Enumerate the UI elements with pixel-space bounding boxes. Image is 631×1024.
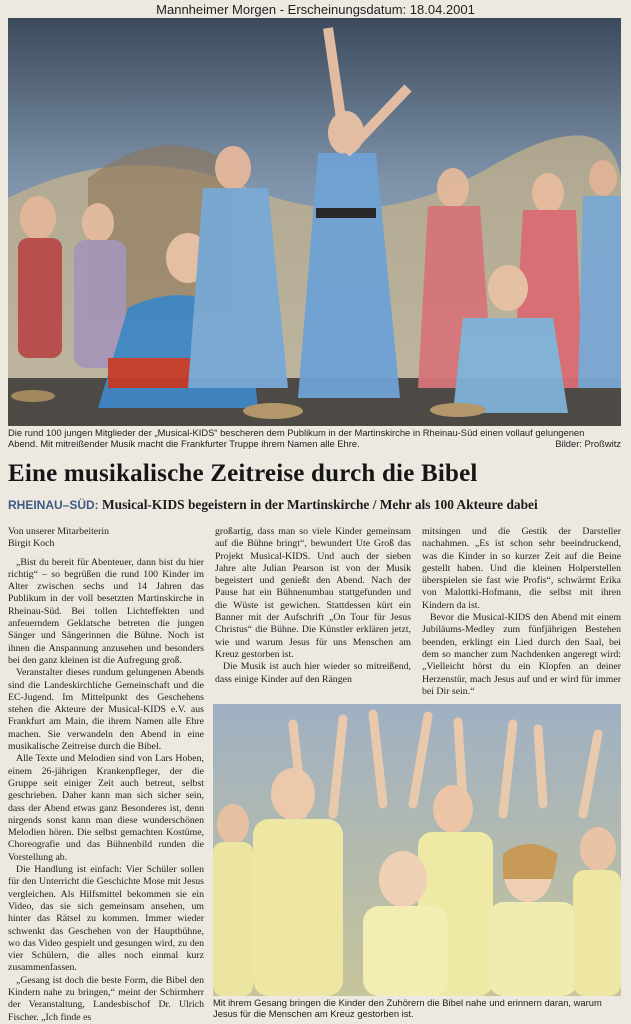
paragraph: Alle Texte und Melodien sind von Lars Hoben, einem 26-jährigen Krankenpfleger, der die Gruppe seit einiger Zeit auch betreut, selbst geschrieben. Daher kann man sich sicher sein, dass der Abend etwas ganz Besonderes ist, denn nirgends sonst kann man diese wunderschönen Melodien hören. Die selbst gemachten Kostüme, Choreografie und das Bühnenbild runden die Vorstellung ab. xyxy=(8,753,204,863)
paragraph: großartig, dass man so viele Kinder gemeinsam auf die Bühne bringt“, bewundert Ute Groß das Projekt Musical-KIDS. Und auch der sieben Jahre alte Julian Pearson ist von der Musik begeistert und genießt den Abend. Nach der Pause hat ein Bühnenumbau stattgefunden und die Wüste ist gewichen. Stattdessen kürt ein Banner mit der Aufschrift „On Tour für Jesus Christus“ die Bühne. Die Künstler erklären jetzt, wie und warum Jesus für uns Menschen am Kreuz gestorben ist. xyxy=(215,526,411,660)
paragraph: mitsingen und die Gestik der Darsteller nachahmen. „Es ist schon sehr beeindruckend, was die Kinder in so kurzer Zeit auf die Beine gestellt haben. Und die kleinen Holperstellen überspielen sie fast wie Profis“, schwärmt Erika von Malottki-Hofmann, die selbst mit ihren Kindern da ist. xyxy=(422,526,621,611)
dateline-location: RHEINAU–SÜD: xyxy=(8,498,99,512)
choir-photo-caption: Mit ihrem Gesang bringen die Kinder den Zuhörern die Bibel nahe und erinnern daran, warum Jesus für die Menschen am Kreuz gestorben ist. xyxy=(213,997,602,1019)
paragraph: „Gesang ist doch die beste Form, die Bibel den Kindern nahe zu bringen,“ meint der Schirmherr der Veranstaltung, Landesbischof Dr. Ulrich Fischer. „Ich finde es xyxy=(8,974,204,1023)
caption-line-1: Die rund 100 jungen Mitglieder der „Musical-KIDS“ bescheren dem Publikum in der Martinskirche in Rheinau-Süd einen vollauf gelungenen xyxy=(8,427,585,438)
paragraph: „Bist du bereit für Abenteuer, dann bist du hier richtig“ – so begrüßen die rund 100 Kinder im Alter zwischen sechs und 14 Jahren das Publikum in der voll besetzten Martinskirche in Rheinau-Süd. Bei tollen Lichteffekten und anfeuerndem Geklatsche betreten die jungen Sänger und Sängerinnen die Bühne. Noch ist ihnen die Anspannung anzusehen und besonders bei den ganz kleinen ist die Aufregung groß. xyxy=(8,556,204,666)
caption-line-2: Abend. Mit mitreißender Musik macht die Frankfurter Truppe ihrem Namen alle Ehre. xyxy=(8,438,360,449)
stage-photo xyxy=(8,18,621,426)
article-column-3 xyxy=(422,526,621,698)
article-column-2 xyxy=(215,526,411,686)
headline: Eine musikalische Zeitreise durch die Bibel xyxy=(8,460,478,487)
stage-photo-caption xyxy=(8,427,621,449)
byline-author: Birgit Koch xyxy=(8,538,55,550)
article-column-1 xyxy=(8,526,204,1024)
choir-photo xyxy=(213,704,621,996)
paragraph: Veranstalter dieses rundum gelungenen Abends sind die Landeskirchliche Gemeinschaft und die EC-Jugend. Im Mittelpunkt des Geschehens stehen die Akteure der Musical-KIDS e.V. aus Frankfurt am Main, die ihrem Namen alle Ehre machen. Sie verwandeln den Abend in eine musikalische Zeitreise durch die Bibel. xyxy=(8,667,204,753)
paragraph: Bevor die Musical-KIDS den Abend mit einem Jubiläums-Medley zum fünfjährigen Bestehen beenden, erklingt ein Lied durch den Saal, bei dem so mancher zum Nachdenken angeregt wird: „Vielleicht hörst du ein Klopfen an deiner Herzenstür, mach Jesus auf und er wird für immer bei Dir sein.“ xyxy=(422,612,621,697)
paragraph: Die Handlung ist einfach: Vier Schüler sollen für den Unterricht die Geschichte Mose mit Jesus vergleichen. Als Hilfsmittel bekommen sie ein Video, das sie sich gemeinsam ansehen, um hinter das Rätsel zu kommen. Immer wieder schwenkt das Geschehen von der Hauptbühne, wo das Video gespielt und gesungen wird, zu den vier Schülern, die alles noch einmal kurz zusammenfassen. xyxy=(8,864,204,974)
paragraph: Die Musik ist auch hier wieder so mitreißend, dass einige Kinder auf den Rängen xyxy=(215,661,411,685)
byline-line-1: Von unserer Mitarbeiterin xyxy=(8,526,110,537)
masthead: Mannheimer Morgen - Erscheinungsdatum: 18.04.2001 xyxy=(156,2,475,17)
subhead xyxy=(8,497,621,513)
subhead-text: Musical-KIDS begeistern in der Martinskirche / Mehr als 100 Akteure dabei xyxy=(102,497,538,512)
photo-credit: Bilder: Proßwitz xyxy=(555,438,621,449)
